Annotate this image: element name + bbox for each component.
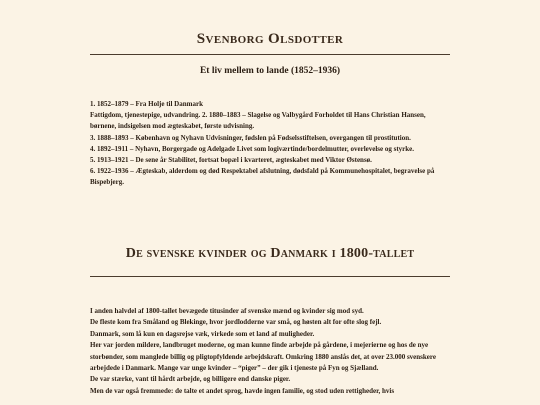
timeline-item: 5. 1913–1921 – De sene år Stabilitet, fortsat bopæl i kvarteret, ægteskabet med Viktor Østensø.	[90, 156, 372, 165]
body-paragraph: De var stærke, vant til hårdt arbejde, og billigere end danske piger.	[90, 375, 291, 384]
body-paragraph: Her var jorden mildere, landbruget moderne, og man kunne finde arbejde på gårdene, i mejerierne og hos de nye storbønder, som manglede billig og pligtopfyldende arbejdskraft. Omkring 1880 anslås det, at over 23.000 svenskere arbejdede i Danmark. Mange var unge kvinder – “piger” – der gik i tjeneste på Fyn og Sjælland.	[90, 341, 436, 373]
timeline-item: 1. 1852–1879 – Fra Holje til Danmark	[90, 100, 203, 108]
title-divider	[90, 54, 450, 55]
timeline-item: 3. 1888–1893 – København og Nyhavn Udvisninger, fødslen på Fødselsstiftelsen, overgangen til prostitution.	[90, 133, 411, 142]
body-paragraph: Men de var også fremmede: de talte et andet sprog, havde ingen familie, og stod uden rettigheder, hvis	[90, 386, 395, 395]
timeline-list	[90, 99, 450, 189]
timeline-item: 6. 1922–1936 – Ægteskab, alderdom og død Respektabel afslutning, dødsfald på Kommunehospitalet, begravelse på Bispebjerg.	[90, 167, 435, 187]
timeline-item: Fattigdom, tjenestepige, udvandring. 2. 1880–1883 – Slagelse og Valbygård Forholdet til Hans Christian Hansen, børnene, indsigelsen mod ægteskabet, første udvisning.	[90, 111, 426, 131]
body-paragraph: Danmark, som lå kun en dagsrejse væk, virkede som et land af muligheder.	[90, 329, 315, 338]
body-paragraph: I anden halvdel af 1800-tallet bevægede titusinder af svenske mænd og kvinder sig mod syd.	[90, 307, 364, 315]
document-title: Svenborg Olsdotter	[196, 31, 344, 47]
section-body	[90, 306, 452, 397]
document-subtitle: Et liv mellem to lande (1852–1936)	[199, 66, 341, 76]
section-heading: De svenske kvinder og Danmark i 1800-tallet	[125, 246, 415, 261]
section-divider	[90, 276, 450, 277]
body-paragraph: De fleste kom fra Småland og Blekinge, hvor jordlodderne var små, og høsten alt for ofte slog fejl.	[90, 318, 382, 327]
timeline-item: 4. 1892–1911 – Nyhavn, Borgergade og Adelgade Livet som logiværtinde/bordelmutter, overlevelse og styrke.	[90, 144, 415, 153]
